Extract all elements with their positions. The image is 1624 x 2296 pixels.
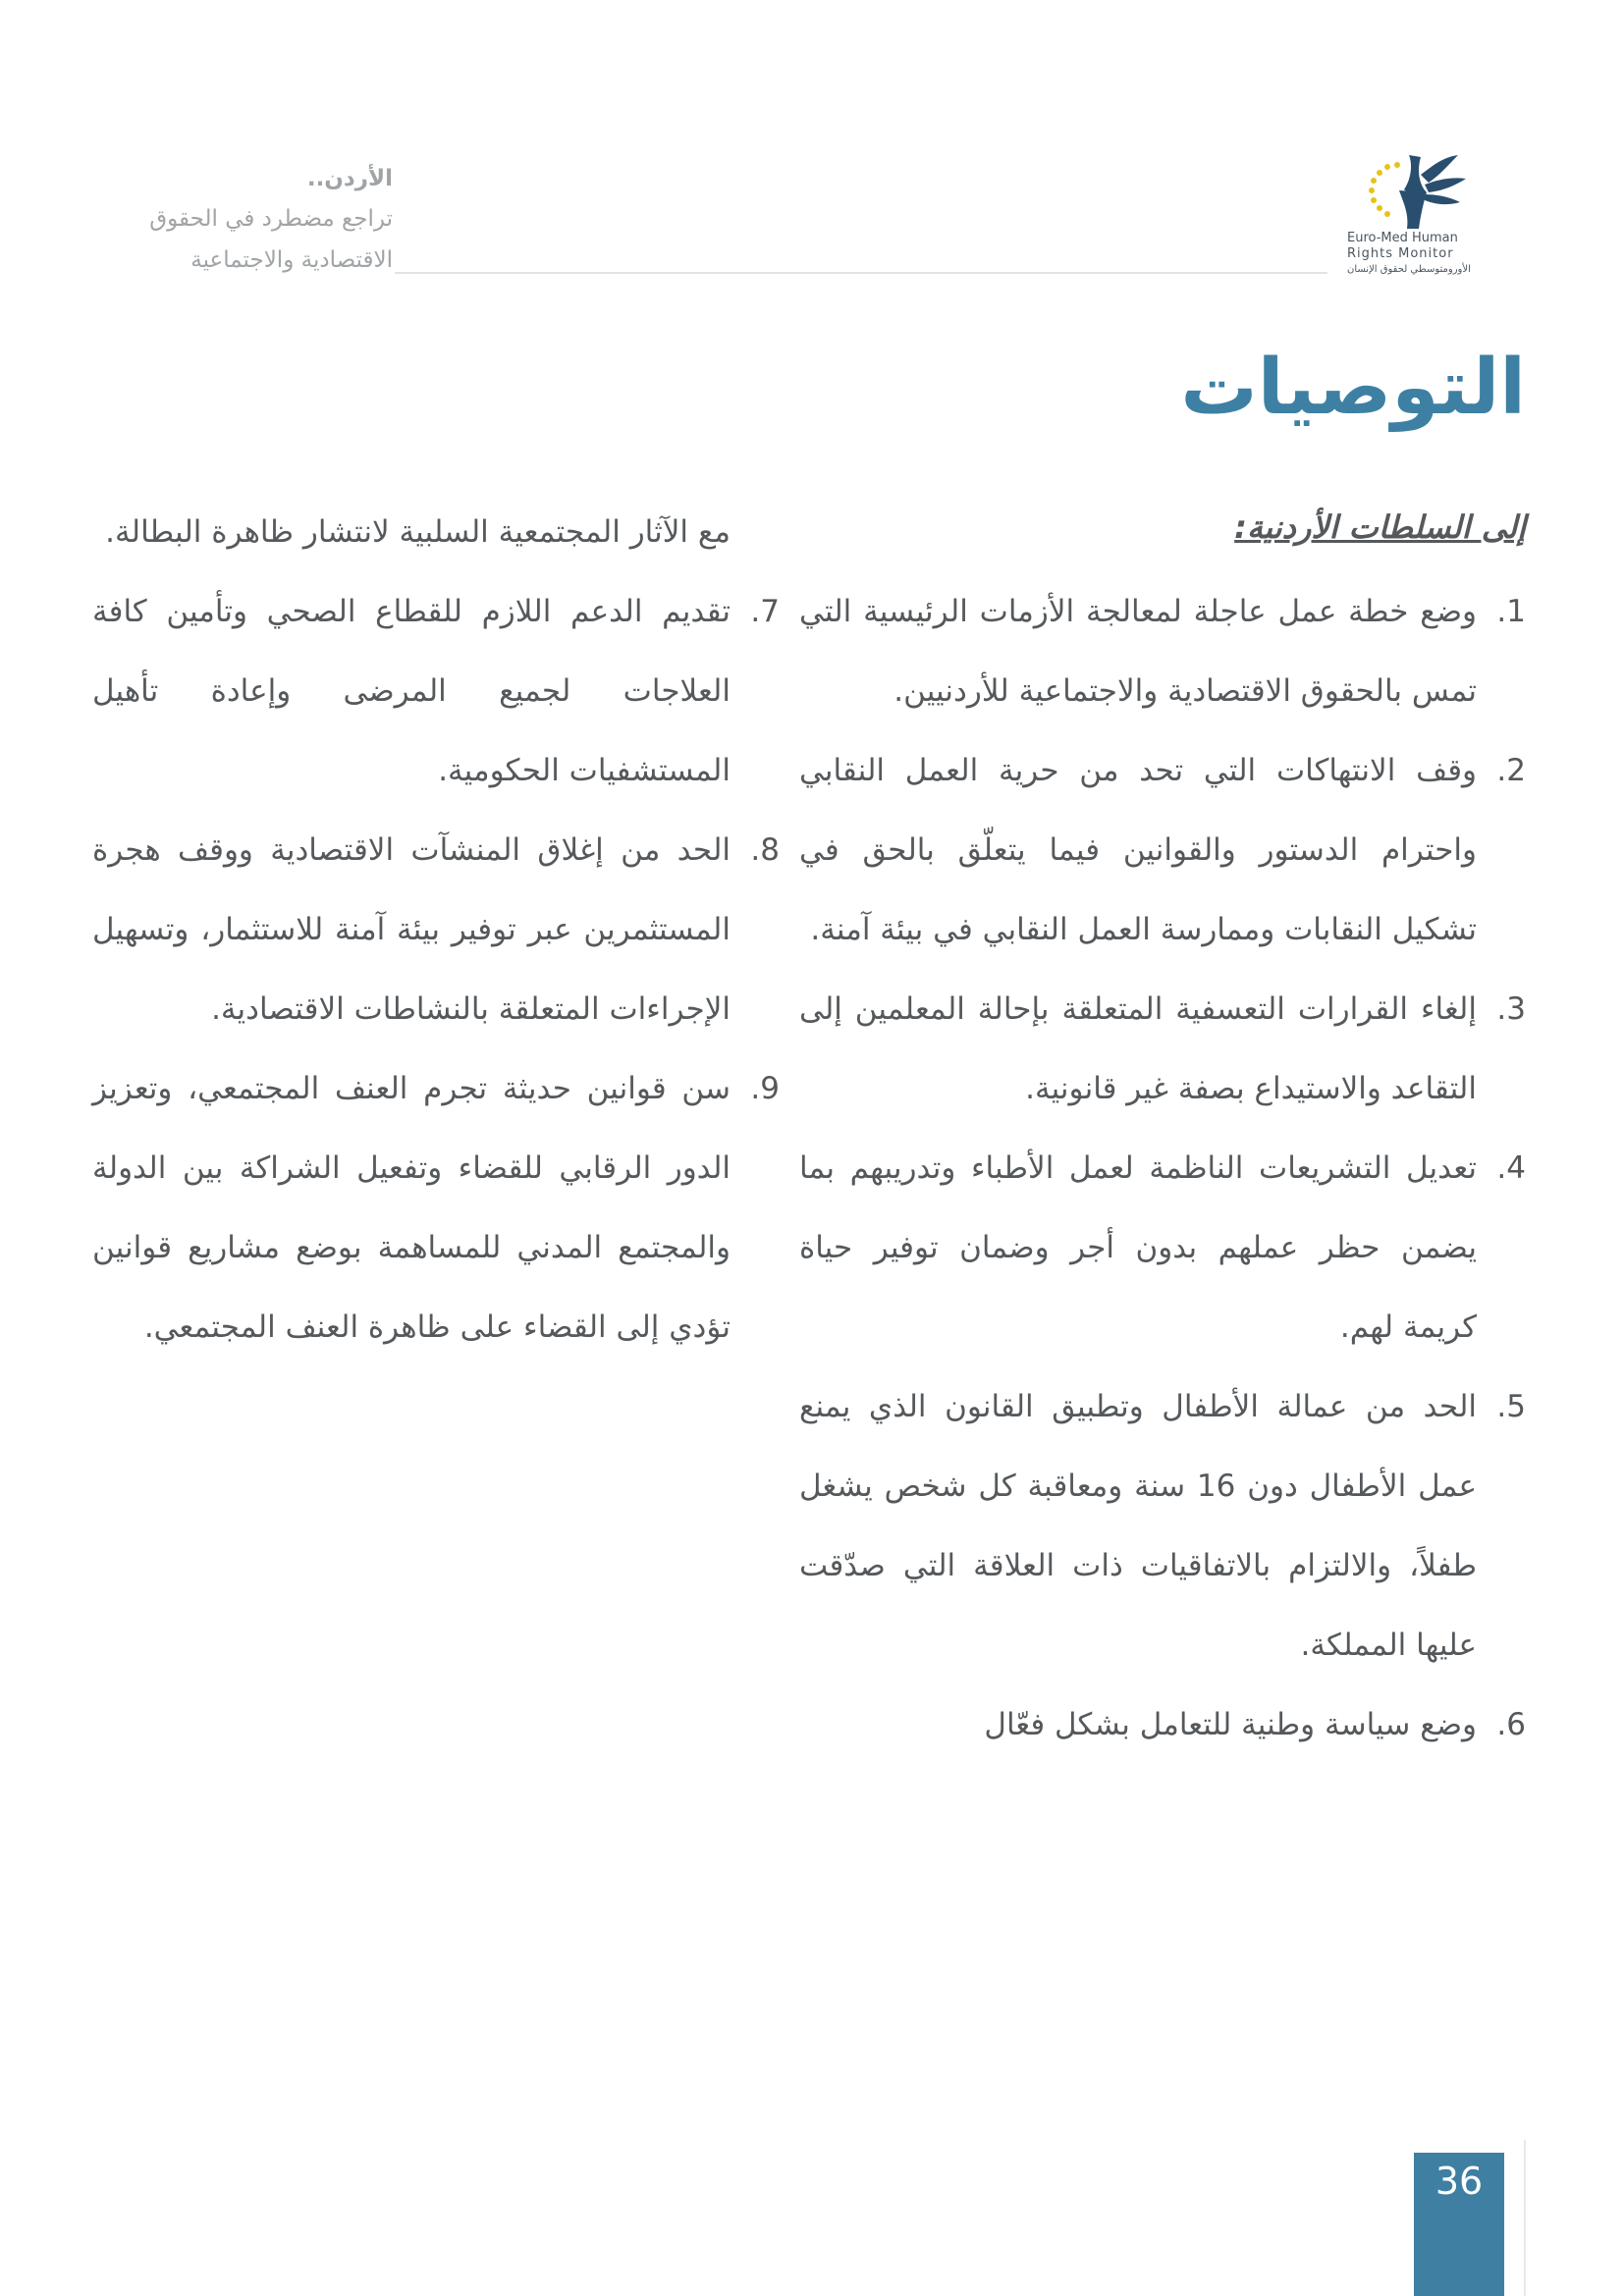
list-item: [799, 970, 1526, 1129]
item-text: الحد من عمالة الأطفال وتطبيق القانون الذي يمنع عمل الأطفال دون 16 سنة ومعاقبة كل شخص يشغل طفلاً، والالتزام بالاتفاقيات ذات العلاقة التي صدّقت عليها المملكة.: [799, 1389, 1477, 1663]
item-number: 5.: [1496, 1389, 1526, 1424]
item-text: إلغاء القرارات التعسفية المتعلقة بإحالة المعلمين إلى التقاعد والاستيداع بصفة غير قانونية.: [799, 991, 1477, 1106]
item-number: 6.: [1496, 1707, 1526, 1742]
item-number: 1.: [1496, 594, 1526, 629]
recommendations-right-column: [799, 572, 1526, 1765]
hand-dove-logo-icon: [1350, 135, 1488, 234]
list-item: [799, 1129, 1526, 1367]
list-item: [799, 1367, 1526, 1685]
item-text: تعديل التشريعات الناظمة لعمل الأطباء وتدريبهم بما يضمن حظر عملهم بدون أجر وضمان توفير حياة كريمة لهم.: [799, 1150, 1477, 1345]
item-text: وضع سياسة وطنية للتعامل بشكل فعّال: [984, 1707, 1477, 1742]
section-subheading: إلى السلطات الأردنية:: [1234, 508, 1526, 546]
item-text: الحد من إغلاق المنشآت الاقتصادية ووقف هجرة المستثمرين عبر توفير بيئة آمنة للاستثمار، وتسهيل الإجراءات المتعلقة بالنشاطات الاقتصادية.: [92, 832, 731, 1027]
item-number: 9.: [750, 1071, 780, 1106]
item-6-continuation: مع الآثار المجتمعية السلبية لانتشار ظاهرة البطالة.: [105, 514, 731, 550]
logo-wordmark: [1347, 231, 1494, 278]
recommendations-left-column: [92, 493, 780, 1367]
list-item: [92, 1049, 780, 1367]
item-text: تقديم الدعم اللازم للقطاع الصحي وتأمين كافة العلاجات لجميع المرضى وإعادة تأهيل المستشفيات الحكومية.: [92, 594, 731, 788]
footer-divider: [1524, 2140, 1526, 2296]
item-text: سن قوانين حديثة تجرم العنف المجتمعي، وتعزيز الدور الرقابي للقضاء وتفعيل الشراكة بين الدولة والمجتمع المدني للمساهمة بوضع مشاريع قوانين تؤدي إلى القضاء على ظاهرة العنف المجتمعي.: [92, 1071, 731, 1345]
item-number: 2.: [1496, 753, 1526, 788]
list-item: [92, 811, 780, 1049]
item-number: 8.: [750, 832, 780, 868]
logo-line-1: Euro-Med Human: [1347, 231, 1458, 245]
item-text: وقف الانتهاكات التي تحد من حرية العمل النقابي واحترام الدستور والقوانين فيما يتعلّق بالحق في تشكيل النقابات وممارسة العمل النقابي في بيئة آمنة.: [799, 753, 1477, 947]
item-number: 3.: [1496, 991, 1526, 1027]
logo-line-3: الأورومتوسطي لحقوق الإنسان: [1347, 264, 1471, 275]
header-subtitle-line-2: الاقتصادية والاجتماعية: [190, 247, 393, 273]
page-title: التوصيات: [1180, 344, 1526, 432]
item-text: وضع خطة عمل عاجلة لمعالجة الأزمات الرئيسية التي تمس بالحقوق الاقتصادية والاجتماعية للأردنيين.: [799, 594, 1477, 709]
list-item: [799, 572, 1526, 731]
page-number: 36: [1435, 2160, 1484, 2203]
list-item: [799, 731, 1526, 970]
list-item: [799, 1685, 1526, 1765]
item-number: 7.: [750, 594, 780, 629]
running-header: [69, 159, 393, 281]
list-item: [92, 572, 780, 811]
header-title: الأردن..: [306, 166, 393, 191]
item-number: 4.: [1496, 1150, 1526, 1186]
header-subtitle-line-1: تراجع مضطرد في الحقوق: [149, 206, 393, 232]
logo-line-2: Rights Monitor: [1347, 246, 1454, 261]
header-divider: [395, 272, 1327, 274]
